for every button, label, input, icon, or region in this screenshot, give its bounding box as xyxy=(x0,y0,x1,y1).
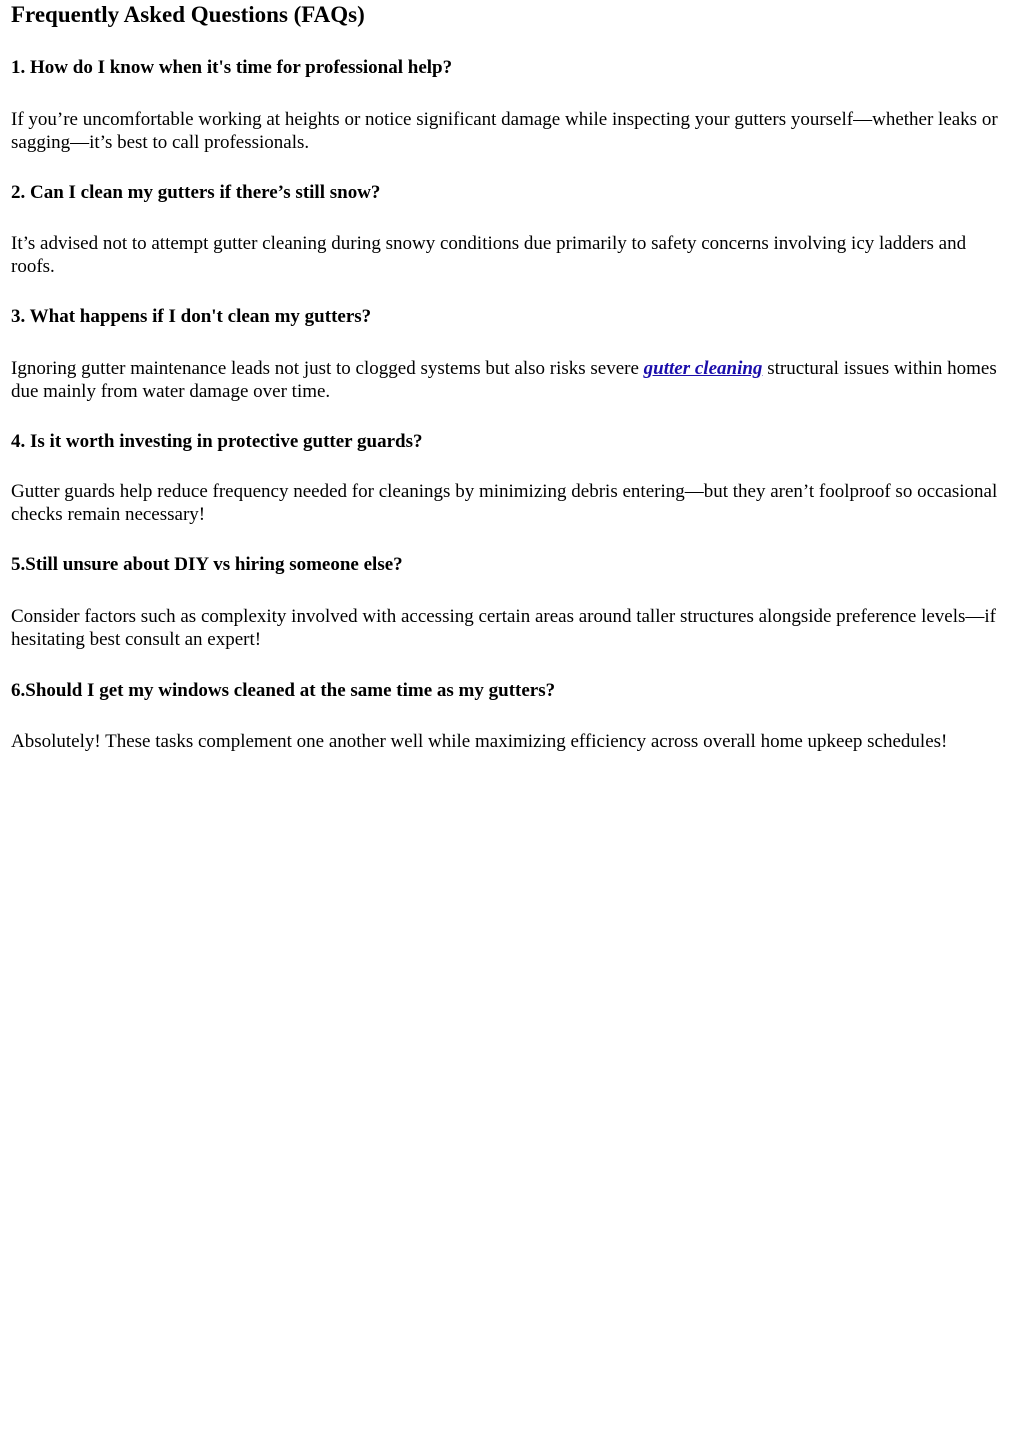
answer-text-before-link: Ignoring gutter maintenance leads not just to clogged systems but also risks severe xyxy=(11,358,644,379)
faq-question: 6.Should I get my windows cleaned at the same time as my gutters? xyxy=(11,680,556,701)
faq-answer xyxy=(11,357,1014,403)
faq-answer: It’s advised not to attempt gutter cleaning during snowy conditions due primarily to safety concerns involving icy ladders and roofs. xyxy=(11,233,967,277)
faq-item-1 xyxy=(11,56,1014,154)
gutter-cleaning-link[interactable]: gutter cleaning xyxy=(643,358,763,379)
faq-item-5 xyxy=(11,553,1014,651)
faq-item-4 xyxy=(11,430,1014,526)
faq-item-6 xyxy=(11,679,1014,753)
faq-page xyxy=(0,1,1024,753)
faq-answer: If you’re uncomfortable working at heights or notice significant damage while inspecting your gutters yourself—whether leaks or sagging—it’s best to call professionals. xyxy=(11,109,998,153)
answer-text-after-link: structural issues within homes due mainly from water damage over time. xyxy=(11,358,997,402)
faq-item-3 xyxy=(11,305,1014,403)
faq-question: 1. How do I know when it's time for professional help? xyxy=(11,57,453,78)
faq-question: 4. Is it worth investing in protective gutter guards? xyxy=(11,431,423,452)
page-title: Frequently Asked Questions (FAQs) xyxy=(11,2,365,27)
faq-question: 5.Still unsure about DIY vs hiring someone else? xyxy=(11,554,403,575)
faq-answer: Consider factors such as complexity involved with accessing certain areas around taller structures alongside preference levels—if hesitating best consult an expert! xyxy=(11,606,997,650)
faq-item-2 xyxy=(11,181,1014,278)
faq-question: 2. Can I clean my gutters if there’s still snow? xyxy=(11,182,381,203)
faq-answer: Gutter guards help reduce frequency needed for cleanings by minimizing debris entering—but they aren’t foolproof so occasional checks remain necessary! xyxy=(11,481,998,525)
faq-question: 3. What happens if I don't clean my gutters? xyxy=(11,306,372,327)
faq-answer: Absolutely! These tasks complement one another well while maximizing efficiency across overall home upkeep schedules! xyxy=(11,731,948,752)
